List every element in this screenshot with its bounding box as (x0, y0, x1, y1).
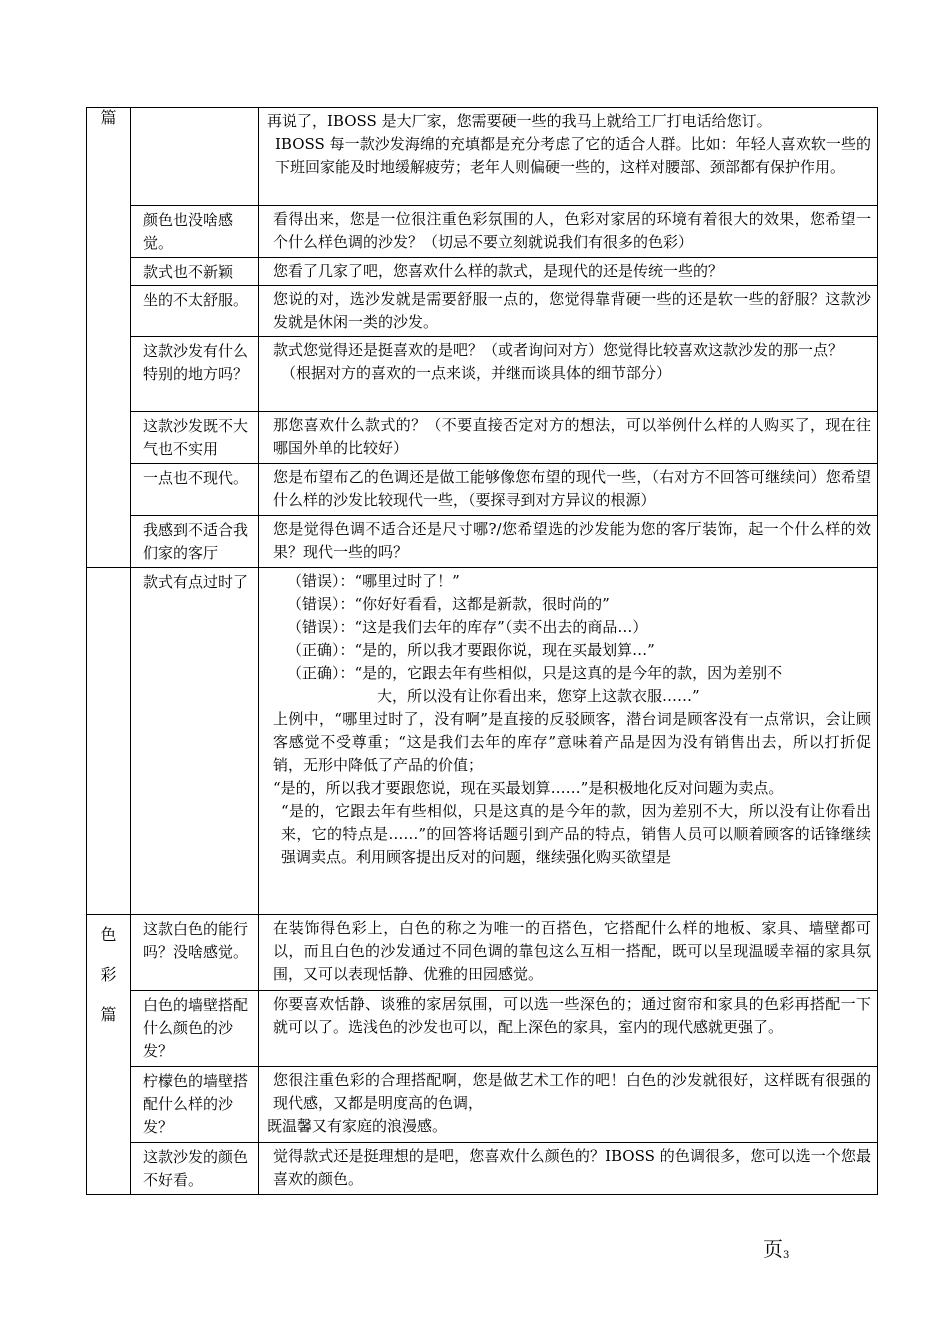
answer-text: 您是布望布乙的色调还是做工能够像您布望的现代一些，（右对方不回答可继续问）您希望什么样的沙发比较现代一些，（要探寻到对方异议的根源） (273, 468, 871, 509)
answer-cell (259, 258, 878, 286)
answer-text: 既温馨又有家庭的浪漫感。 (267, 1117, 448, 1135)
answer-text: 上例中，“哪里过时了，没有啊”是直接的反驳顾客，潜台词是顾客没有一点常识，会让顾客感觉不受尊重；“这是我们去年的库存”意味着产品是因为没有销售出去，所以打折促销，无形中降低了产品的价值； (273, 710, 871, 774)
answer-text: 觉得款式还是挺理想的是吧，您喜欢什么颜色的？IBOSS 的色调很多，您可以选一个您最喜欢的颜色。 (273, 1147, 871, 1188)
answer-text: 款式您觉得还是挺喜欢的是吧？（或者询问对方）您觉得比较喜欢这款沙发的那一点？ (273, 341, 844, 359)
example-line: （正确）：“是的，所以我才要跟你说，现在买最划算…” (287, 641, 655, 659)
table-row (87, 464, 878, 516)
answer-text: 您说的对，选沙发就是需要舒服一点的，您觉得靠背硬一些的还是软一些的舒服？这款沙发就是休闲一类的沙发。 (273, 290, 871, 331)
question-cell: 我感到不适合我们家的客厅 (131, 516, 259, 568)
answer-text: “是的，所以我才要跟您说，现在买最划算……”是积极地化反对问题为卖点。 (273, 779, 784, 797)
question-cell: 坐的不太舒服。 (131, 286, 259, 337)
answer-cell (259, 568, 878, 915)
example-line: 大，所以没有让你看出来，您穿上这款衣服……” (377, 687, 700, 705)
question-cell: 款式也不新颖 (131, 258, 259, 286)
question-cell: 柠檬色的墙壁搭配什么样的沙发？ (131, 1067, 259, 1143)
answer-text: 你要喜欢恬静、谈雅的家居氛围，可以选一些深色的；通过窗帘和家具的色彩再搭配一下就可以了。选浅色的沙发也可以，配上深色的家具，室内的现代感就更强了。 (273, 995, 871, 1036)
answer-cell (259, 206, 878, 258)
question-cell: 这款白色的能行吗？没啥感觉。 (131, 915, 259, 991)
page-label: 页 (763, 1237, 783, 1261)
section-label-pian: 篇 (87, 108, 131, 568)
question-cell: 这款沙发既不大气也不实用 (131, 412, 259, 464)
answer-text: 再说了，IBOSS 是大厂家，您需要硬一些的我马上就给工厂打电话给您订。 (267, 112, 772, 130)
answer-text: “是的，它跟去年有些相似，只是这真的是今年的款，因为差别不大，所以没有让你看出来，它的特点是……”的回答将话题引到产品的特点，销售人员可以顺着顾客的话锋继续强调卖点。利用顾客提出反对的问题，继续强化购买欲望是 (281, 802, 871, 866)
example-line: （错误）：“你好好看看，这都是新款，很时尚的” (287, 595, 610, 613)
answer-cell (259, 516, 878, 568)
answer-text: 您很注重色彩的合理搭配啊，您是做艺术工作的吧！白色的沙发就很好，这样既有很强的现代感，又都是明度高的色调， (273, 1071, 871, 1112)
answer-text: 看得出来，您是一位很注重色彩氛围的人，色彩对家居的环境有着很大的效果，您希望一个什么样色调的沙发？（切忌不要立刻就说我们有很多的色彩） (273, 210, 871, 251)
answer-cell (259, 464, 878, 516)
example-line: （错误）：“哪里过时了！” (287, 572, 460, 590)
question-cell (131, 108, 259, 206)
answer-cell (259, 915, 878, 991)
table-row (87, 108, 878, 206)
table-row (87, 206, 878, 258)
example-line: （正确）：“是的，它跟去年有些相似，只是这真的是今年的款，因为差别不 (287, 664, 783, 682)
answer-text: 您是觉得色调不适合还是尺寸哪?/您希望选的沙发能为您的客厅装饰，起一个什么样的效果？现代一些的吗？ (273, 520, 871, 561)
page-footer (763, 1233, 789, 1262)
table-row (87, 1143, 878, 1195)
answer-cell (259, 991, 878, 1067)
question-cell: 款式有点过时了 (131, 568, 259, 915)
table-row (87, 1067, 878, 1143)
table-row (87, 516, 878, 568)
answer-cell (259, 337, 878, 412)
answer-cell (259, 108, 878, 206)
table-row (87, 412, 878, 464)
question-cell: 颜色也没啥感觉。 (131, 206, 259, 258)
section-label-empty (87, 568, 131, 915)
script-table (86, 107, 878, 1195)
question-cell: 白色的墙壁搭配什么颜色的沙发？ (131, 991, 259, 1067)
question-cell: 这款沙发有什么特别的地方吗？ (131, 337, 259, 412)
answer-text: 那您喜欢什么款式的？（不要直接否定对方的想法，可以举例什么样的人购买了，现在往哪国外单的比较好） (273, 416, 871, 457)
answer-cell (259, 1143, 878, 1195)
answer-text: 在装饰得色彩上，白色的称之为唯一的百搭色，它搭配什么样的地板、家具、墙壁都可以，而且白色的沙发通过不同色调的靠包这么互相一搭配，既可以呈现温暖幸福的家具氛围，又可以表现恬静、优雅的田园感觉。 (273, 919, 871, 983)
table-row (87, 286, 878, 337)
answer-cell (259, 286, 878, 337)
answer-cell (259, 1067, 878, 1143)
table-row (87, 568, 878, 915)
question-cell: 一点也不现代。 (131, 464, 259, 516)
table-row (87, 258, 878, 286)
example-line: （错误）：“这是我们去年的库存”（卖不出去的商品…） (287, 618, 648, 636)
question-cell: 这款沙发的颜色不好看。 (131, 1143, 259, 1195)
answer-text: IBOSS 每一款沙发海绵的充填都是充分考虑了它的适合人群。比如：年轻人喜欢软一些的下班回家能及时地缓解疲劳；老年人则偏硬一些的，这样对腰部、颈部都有保护作用。 (275, 135, 871, 176)
section-label-color: 色 彩 篇 (87, 915, 131, 1195)
answer-text: 您看了几家了吧，您喜欢什么样的款式，是现代的还是传统一些的？ (273, 262, 724, 280)
table-row (87, 337, 878, 412)
table-row (87, 915, 878, 991)
answer-text: （根据对方的喜欢的一点来谈，并继而谈具体的细节部分） (281, 364, 672, 382)
table-row (87, 991, 878, 1067)
page-number: 3 (783, 1250, 790, 1261)
answer-cell (259, 412, 878, 464)
